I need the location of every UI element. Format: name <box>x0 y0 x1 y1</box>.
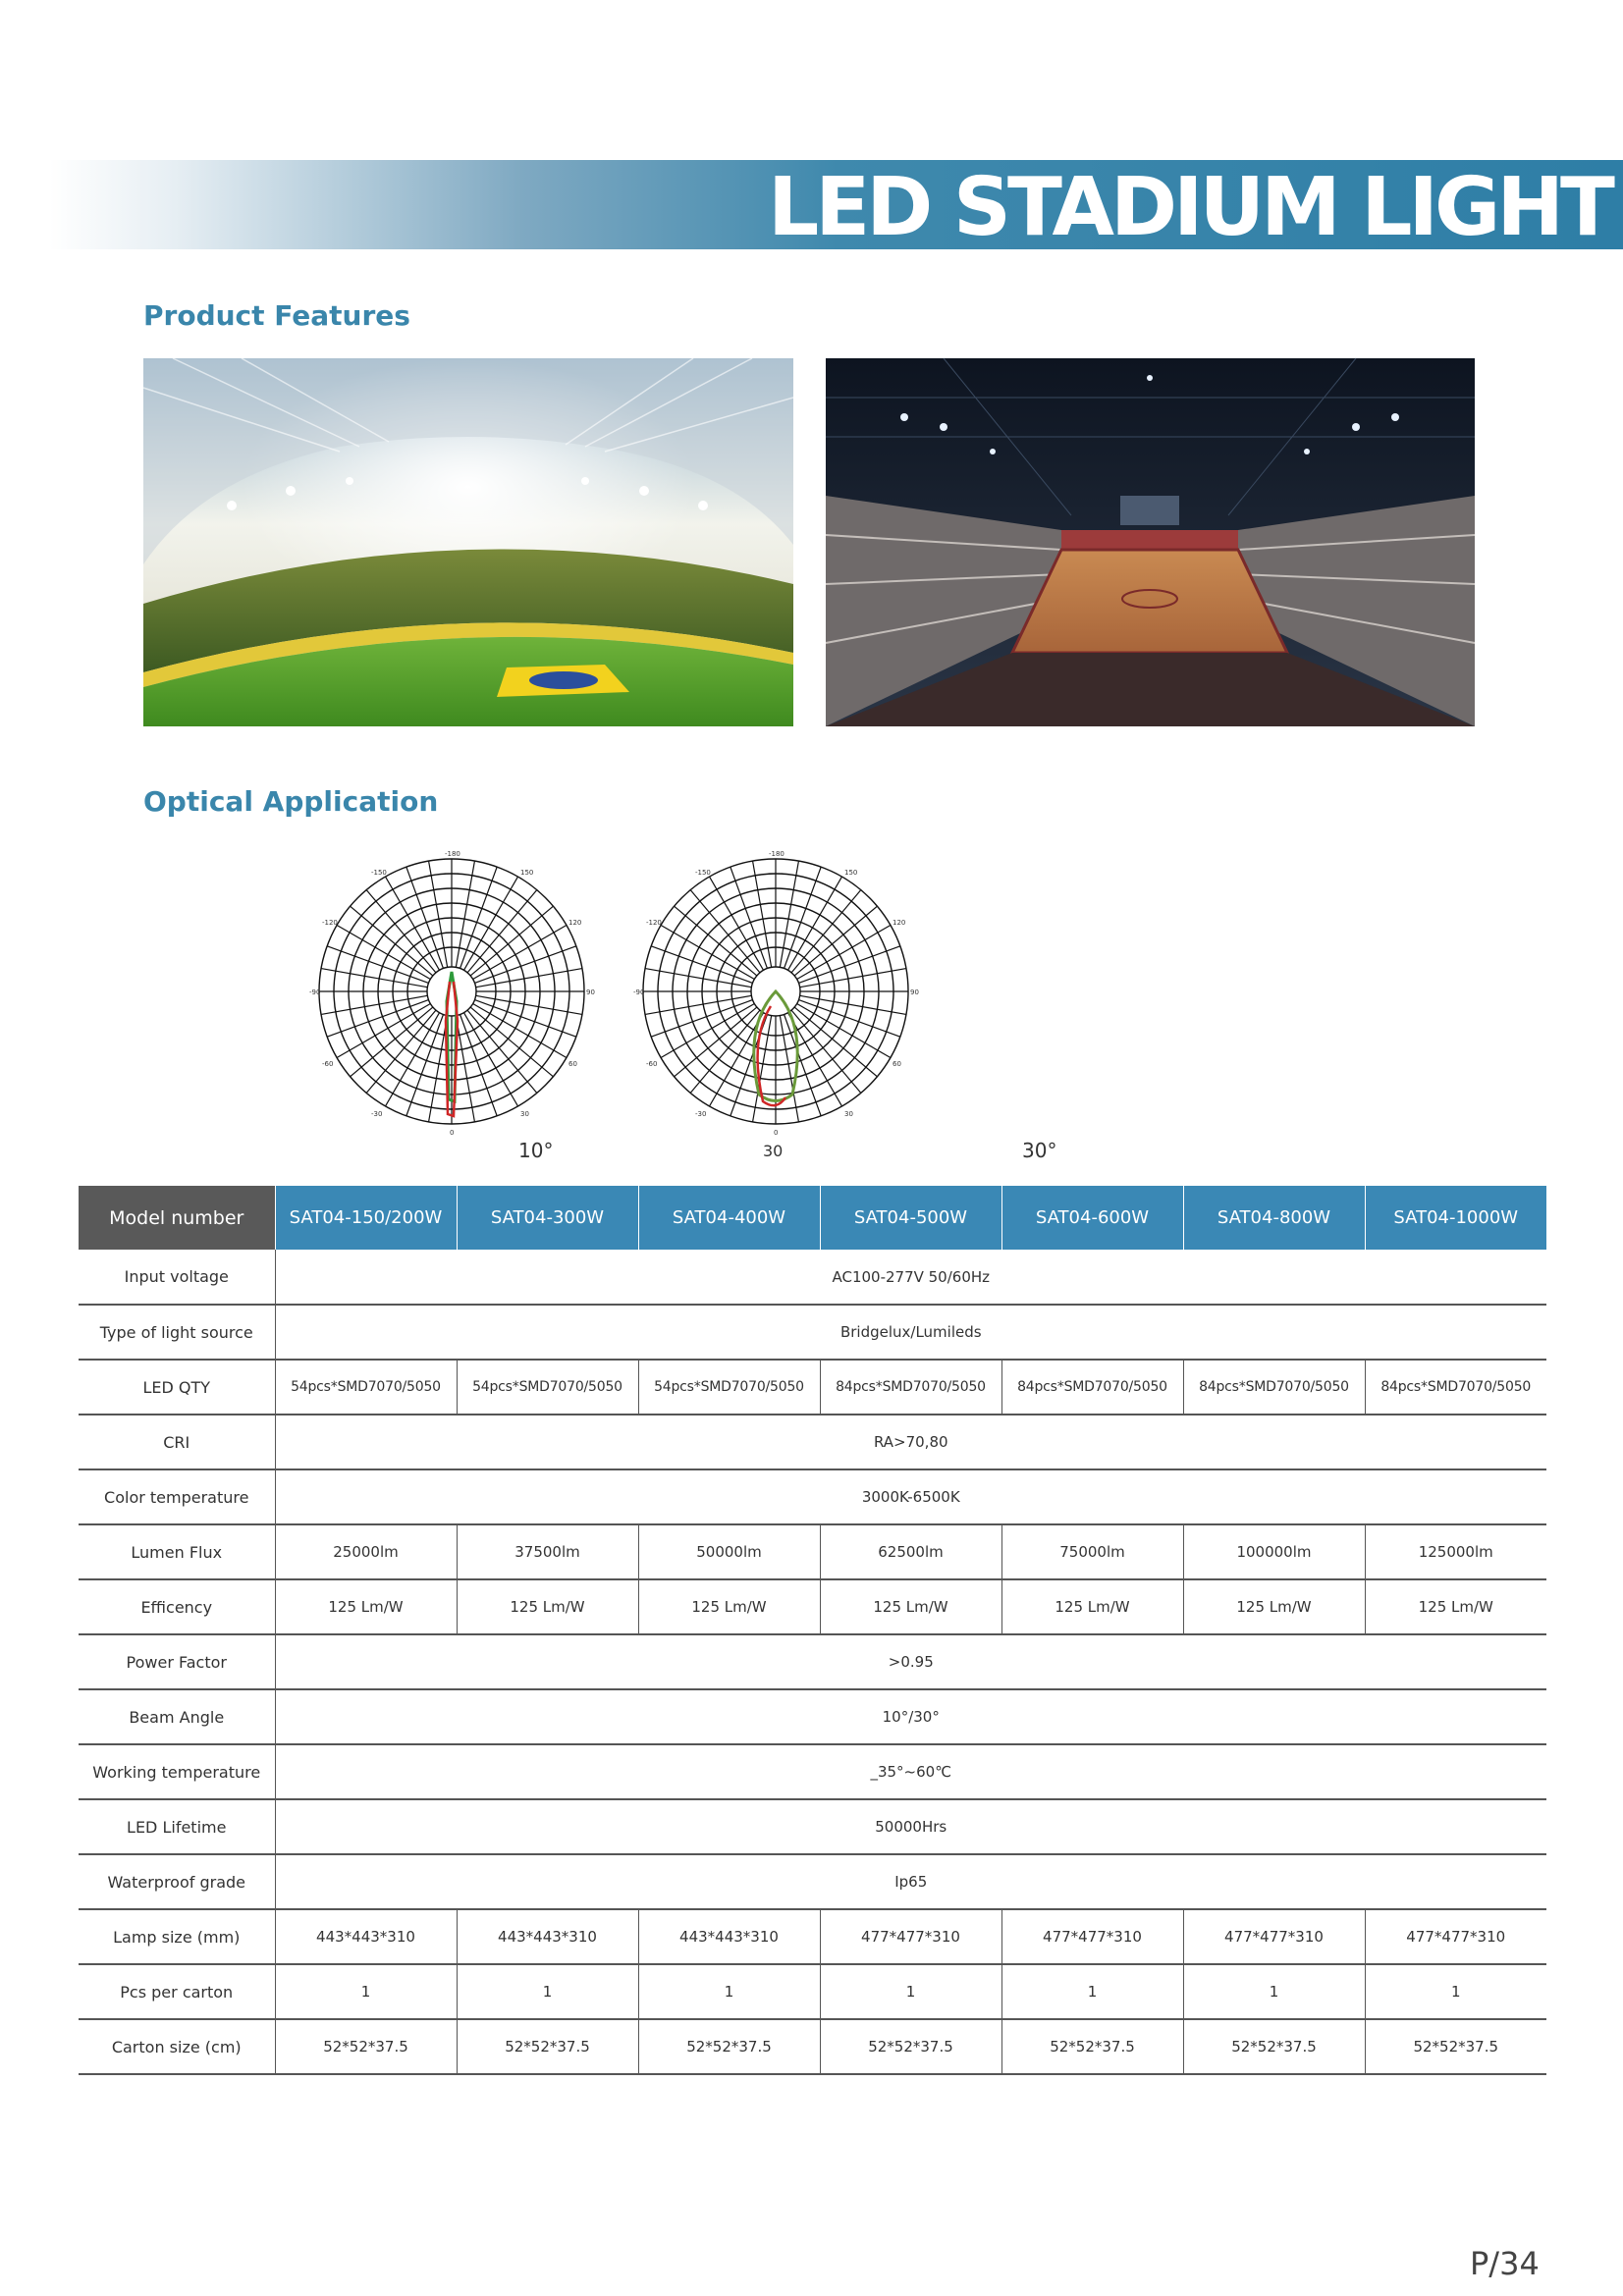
angle-label: 90 <box>586 988 595 996</box>
table-cell-merged: Bridgelux/Lumileds <box>275 1305 1546 1360</box>
page-number: P/34 <box>1470 2245 1540 2282</box>
spec-table <box>79 1186 1546 2075</box>
page-title: LED STADIUM LIGHT <box>768 161 1611 254</box>
polar-spoke <box>753 861 772 967</box>
angle-label: -120 <box>646 919 662 927</box>
table-header-model: SAT04-500W <box>820 1186 1001 1250</box>
polar-spoke <box>800 995 906 1014</box>
polar-spoke <box>651 946 752 984</box>
table-cell: 1 <box>1001 1964 1183 2019</box>
table-cell: 84pcs*SMD7070/5050 <box>1183 1360 1365 1415</box>
polar-spoke <box>327 946 428 984</box>
polar-spoke <box>645 995 751 1014</box>
polar-spoke <box>474 1000 575 1038</box>
angle-label: -180 <box>769 850 784 858</box>
row-label: Working temperature <box>79 1744 275 1799</box>
angle-label: 0 <box>450 1129 455 1137</box>
polar-spoke <box>798 946 899 984</box>
polar-spoke <box>730 867 768 968</box>
table-header-model: SAT04-300W <box>457 1186 638 1250</box>
table-cell: 1 <box>1365 1964 1546 2019</box>
table-cell: 477*477*310 <box>1183 1909 1365 1964</box>
angle-label: 150 <box>520 869 534 877</box>
table-row <box>79 1909 1546 1964</box>
angle-label: 60 <box>893 1060 901 1068</box>
table-cell: 52*52*37.5 <box>638 2019 820 2074</box>
polar-spoke <box>474 946 575 984</box>
table-header-row <box>79 1186 1546 1250</box>
table-header-model: SAT04-800W <box>1183 1186 1365 1250</box>
row-label: Beam Angle <box>79 1689 275 1744</box>
polar-spoke <box>800 969 906 988</box>
angle-label: 30 <box>520 1110 529 1118</box>
table-row <box>79 1250 1546 1305</box>
angle-label: -30 <box>695 1110 707 1118</box>
table-cell: 125 Lm/W <box>638 1579 820 1634</box>
section-title-product-features: Product Features <box>143 299 410 332</box>
table-cell-merged: AC100-277V 50/60Hz <box>275 1250 1546 1305</box>
table-row <box>79 1524 1546 1579</box>
table-header-model: SAT04-150/200W <box>275 1186 457 1250</box>
table-cell: 54pcs*SMD7070/5050 <box>457 1360 638 1415</box>
table-cell: 125000lm <box>1365 1524 1546 1579</box>
row-label: Waterproof grade <box>79 1854 275 1909</box>
table-cell: 100000lm <box>1183 1524 1365 1579</box>
table-cell: 477*477*310 <box>1365 1909 1546 1964</box>
polar-caption-30: 30° <box>1022 1139 1057 1162</box>
angle-label: -150 <box>695 869 711 877</box>
table-row <box>79 1415 1546 1469</box>
table-cell: 52*52*37.5 <box>1365 2019 1546 2074</box>
table-cell: 52*52*37.5 <box>1001 2019 1183 2074</box>
angle-label: -90 <box>633 988 645 996</box>
row-label: Lamp size (mm) <box>79 1909 275 1964</box>
table-cell: 477*477*310 <box>820 1909 1001 1964</box>
angle-label: 0 <box>774 1129 779 1137</box>
polar-spoke <box>321 995 427 1014</box>
polar-spoke <box>798 1000 899 1038</box>
polar-spoke <box>327 1000 428 1038</box>
table-row <box>79 1854 1546 1909</box>
stadium-photo <box>143 358 793 726</box>
table-cell: 84pcs*SMD7070/5050 <box>1365 1360 1546 1415</box>
angle-label: 30 <box>844 1110 853 1118</box>
table-cell-merged: RA>70,80 <box>275 1415 1546 1469</box>
polar-spoke <box>460 867 498 968</box>
table-cell: 125 Lm/W <box>820 1579 1001 1634</box>
table-row <box>79 1689 1546 1744</box>
arena-photo <box>826 358 1475 726</box>
table-row <box>79 1964 1546 2019</box>
table-cell-merged: 50000Hrs <box>275 1799 1546 1854</box>
row-label: Color temperature <box>79 1469 275 1524</box>
polar-caption-30-small: 30 <box>763 1142 784 1160</box>
table-cell: 37500lm <box>457 1524 638 1579</box>
row-label: Type of light source <box>79 1305 275 1360</box>
polar-spoke <box>460 1014 498 1115</box>
table-cell: 125 Lm/W <box>1365 1579 1546 1634</box>
polar-spoke <box>780 861 798 967</box>
table-cell: 54pcs*SMD7070/5050 <box>275 1360 457 1415</box>
angle-label: 150 <box>844 869 858 877</box>
table-cell-merged: >0.95 <box>275 1634 1546 1689</box>
table-cell: 443*443*310 <box>457 1909 638 1964</box>
table-cell-merged: 10°/30° <box>275 1689 1546 1744</box>
polar-chart-10deg <box>309 844 594 1143</box>
angle-label: -180 <box>445 850 460 858</box>
polar-chart-30deg <box>633 844 918 1143</box>
table-cell: 25000lm <box>275 1524 457 1579</box>
row-label: Efficency <box>79 1579 275 1634</box>
row-label: Lumen Flux <box>79 1524 275 1579</box>
table-cell: 52*52*37.5 <box>275 2019 457 2074</box>
table-cell: 52*52*37.5 <box>457 2019 638 2074</box>
row-label: CRI <box>79 1415 275 1469</box>
table-cell: 75000lm <box>1001 1524 1183 1579</box>
angle-label: 60 <box>568 1060 577 1068</box>
table-header-label: Model number <box>79 1186 275 1250</box>
table-cell: 62500lm <box>820 1524 1001 1579</box>
table-cell: 477*477*310 <box>1001 1909 1183 1964</box>
angle-label: -90 <box>309 988 321 996</box>
table-cell: 52*52*37.5 <box>1183 2019 1365 2074</box>
row-label: LED Lifetime <box>79 1799 275 1854</box>
table-cell: 1 <box>275 1964 457 2019</box>
polar-spoke <box>476 969 582 988</box>
table-cell: 52*52*37.5 <box>820 2019 1001 2074</box>
row-label: Carton size (cm) <box>79 2019 275 2074</box>
table-header-model: SAT04-600W <box>1001 1186 1183 1250</box>
table-cell: 84pcs*SMD7070/5050 <box>1001 1360 1183 1415</box>
polar-spoke <box>429 1016 448 1122</box>
polar-spoke <box>321 969 427 988</box>
polar-spoke <box>456 861 474 967</box>
table-cell: 443*443*310 <box>275 1909 457 1964</box>
table-cell: 1 <box>1183 1964 1365 2019</box>
table-row <box>79 1634 1546 1689</box>
table-cell: 1 <box>457 1964 638 2019</box>
table-cell: 1 <box>638 1964 820 2019</box>
row-label: Input voltage <box>79 1250 275 1305</box>
table-cell-merged: _35°~60℃ <box>275 1744 1546 1799</box>
table-cell-merged: 3000K-6500K <box>275 1469 1546 1524</box>
angle-label: -60 <box>322 1060 334 1068</box>
row-label: Power Factor <box>79 1634 275 1689</box>
row-label: LED QTY <box>79 1360 275 1415</box>
table-row <box>79 1360 1546 1415</box>
polar-spoke <box>784 1014 822 1115</box>
angle-label: -150 <box>371 869 387 877</box>
angle-label: 120 <box>893 919 906 927</box>
angle-label: -120 <box>322 919 338 927</box>
polar-spoke <box>429 861 448 967</box>
polar-spoke <box>476 995 582 1014</box>
table-cell: 125 Lm/W <box>1001 1579 1183 1634</box>
table-cell-merged: Ip65 <box>275 1854 1546 1909</box>
angle-label: -30 <box>371 1110 383 1118</box>
table-header-model: SAT04-1000W <box>1365 1186 1546 1250</box>
table-row <box>79 1305 1546 1360</box>
table-row <box>79 1579 1546 1634</box>
angle-label: -60 <box>646 1060 658 1068</box>
row-label: Pcs per carton <box>79 1964 275 2019</box>
polar-spoke <box>645 969 751 988</box>
table-row <box>79 1744 1546 1799</box>
table-row <box>79 1469 1546 1524</box>
table-cell: 443*443*310 <box>638 1909 820 1964</box>
table-cell: 125 Lm/W <box>275 1579 457 1634</box>
polar-spoke <box>406 867 444 968</box>
polar-spoke <box>784 867 822 968</box>
table-row <box>79 2019 1546 2074</box>
section-title-optical-application: Optical Application <box>143 785 439 818</box>
polar-spoke <box>651 1000 752 1038</box>
table-cell: 84pcs*SMD7070/5050 <box>820 1360 1001 1415</box>
table-header-model: SAT04-400W <box>638 1186 820 1250</box>
table-cell: 54pcs*SMD7070/5050 <box>638 1360 820 1415</box>
table-cell: 125 Lm/W <box>1183 1579 1365 1634</box>
table-cell: 125 Lm/W <box>457 1579 638 1634</box>
polar-spoke <box>406 1014 444 1115</box>
angle-label: 90 <box>910 988 919 996</box>
angle-label: 120 <box>568 919 582 927</box>
table-cell: 1 <box>820 1964 1001 2019</box>
table-row <box>79 1799 1546 1854</box>
polar-spoke <box>456 1016 474 1122</box>
polar-caption-10: 10° <box>518 1139 554 1162</box>
table-cell: 50000lm <box>638 1524 820 1579</box>
